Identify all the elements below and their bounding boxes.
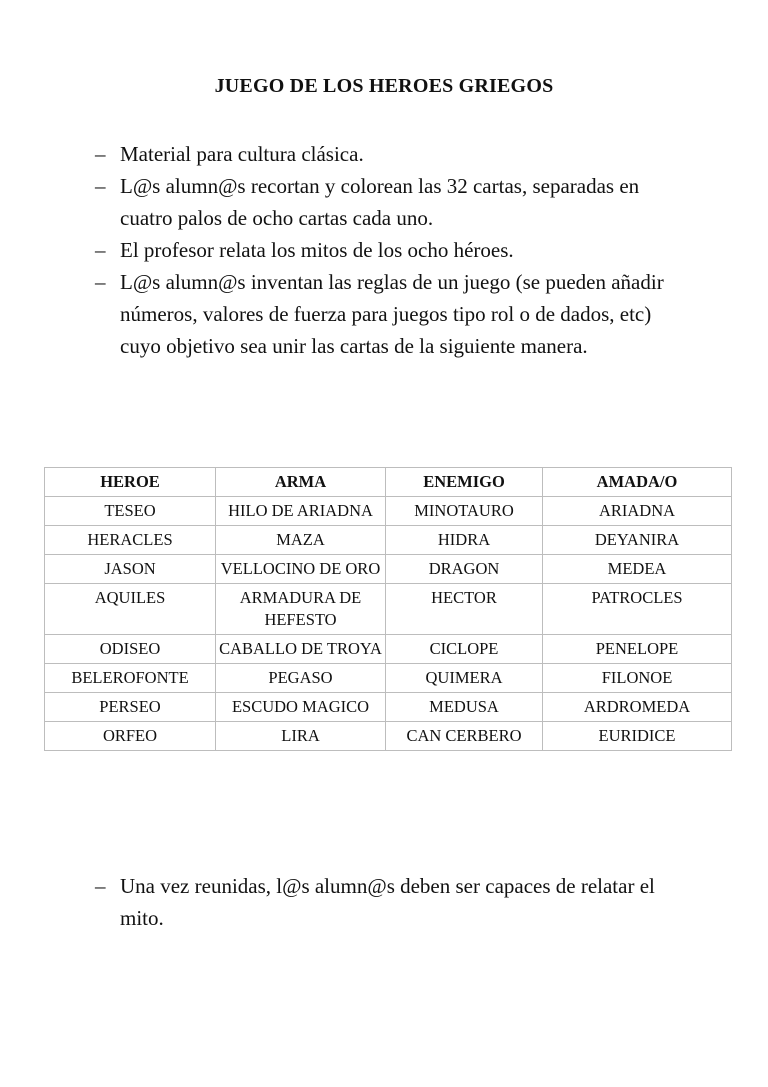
- intro-bullet-list: [95, 138, 685, 362]
- table-row: [45, 526, 732, 555]
- table-cell: PERSEO: [45, 693, 216, 722]
- table-cell: ARDROMEDA: [543, 693, 732, 722]
- bullet-text: L@s alumn@s inventan las reglas de un juego (se pueden añadir números, valores de fuerza para juegos tipo rol o de dados, etc) cuyo objetivo sea unir las cartas de la siguiente manera.: [120, 270, 664, 358]
- table-cell: LIRA: [216, 722, 386, 751]
- table-cell: DRAGON: [386, 555, 543, 584]
- table-cell: CICLOPE: [386, 635, 543, 664]
- table-cell: MINOTAURO: [386, 497, 543, 526]
- table-cell: FILONOE: [543, 664, 732, 693]
- bullet-item: [95, 234, 685, 266]
- table-row: [45, 635, 732, 664]
- header-cell-enemigo: ENEMIGO: [386, 468, 543, 497]
- bullet-text: L@s alumn@s recortan y colorean las 32 cartas, separadas en cuatro palos de ocho cartas cada uno.: [120, 174, 640, 230]
- bullet-dash: –: [95, 174, 106, 198]
- table-cell: ESCUDO MAGICO: [216, 693, 386, 722]
- header-cell-arma: ARMA: [216, 468, 386, 497]
- table-cell: BELEROFONTE: [45, 664, 216, 693]
- table-cell: VELLOCINO DE ORO: [216, 555, 386, 584]
- closing-bullet-list: [95, 870, 685, 934]
- table-row: [45, 555, 732, 584]
- bullet-dash: –: [95, 142, 106, 166]
- table-cell: PATROCLES: [543, 584, 732, 635]
- table-cell: JASON: [45, 555, 216, 584]
- table-cell: DEYANIRA: [543, 526, 732, 555]
- heroes-table: [44, 467, 732, 751]
- table-row: [45, 693, 732, 722]
- bullet-dash: –: [95, 874, 106, 898]
- bullet-text: Una vez reunidas, l@s alumn@s deben ser capaces de relatar el mito.: [120, 874, 655, 930]
- table-cell: CABALLO DE TROYA: [216, 635, 386, 664]
- table-cell: EURIDICE: [543, 722, 732, 751]
- header-cell-amada: AMADA/O: [543, 468, 732, 497]
- bullet-text: Material para cultura clásica.: [120, 142, 364, 166]
- bullet-dash: –: [95, 270, 106, 294]
- bullet-item: [95, 870, 685, 934]
- table-row: [45, 584, 732, 635]
- table-cell: MEDUSA: [386, 693, 543, 722]
- table-cell: PEGASO: [216, 664, 386, 693]
- table-cell: TESEO: [45, 497, 216, 526]
- table-cell: MAZA: [216, 526, 386, 555]
- table-cell: ORFEO: [45, 722, 216, 751]
- table-cell: PENELOPE: [543, 635, 732, 664]
- bullet-item: [95, 170, 685, 234]
- table-row: [45, 664, 732, 693]
- table-cell: HILO DE ARIADNA: [216, 497, 386, 526]
- bullet-text: El profesor relata los mitos de los ocho héroes.: [120, 238, 514, 262]
- bullet-dash: –: [95, 238, 106, 262]
- table-cell: HERACLES: [45, 526, 216, 555]
- table-cell: MEDEA: [543, 555, 732, 584]
- table-cell: ARMADURA DE HEFESTO: [216, 584, 386, 635]
- bullet-item: [95, 266, 685, 362]
- page-title: JUEGO DE LOS HEROES GRIEGOS: [214, 75, 554, 97]
- table-cell: ARIADNA: [543, 497, 732, 526]
- table-row: [45, 722, 732, 751]
- table-cell: HECTOR: [386, 584, 543, 635]
- table-row: [45, 497, 732, 526]
- header-cell-heroe: HEROE: [45, 468, 216, 497]
- table-cell: ODISEO: [45, 635, 216, 664]
- table-cell: AQUILES: [45, 584, 216, 635]
- table-header-row: [45, 468, 732, 497]
- table-cell: CAN CERBERO: [386, 722, 543, 751]
- bullet-item: [95, 138, 685, 170]
- table-cell: HIDRA: [386, 526, 543, 555]
- table-cell: QUIMERA: [386, 664, 543, 693]
